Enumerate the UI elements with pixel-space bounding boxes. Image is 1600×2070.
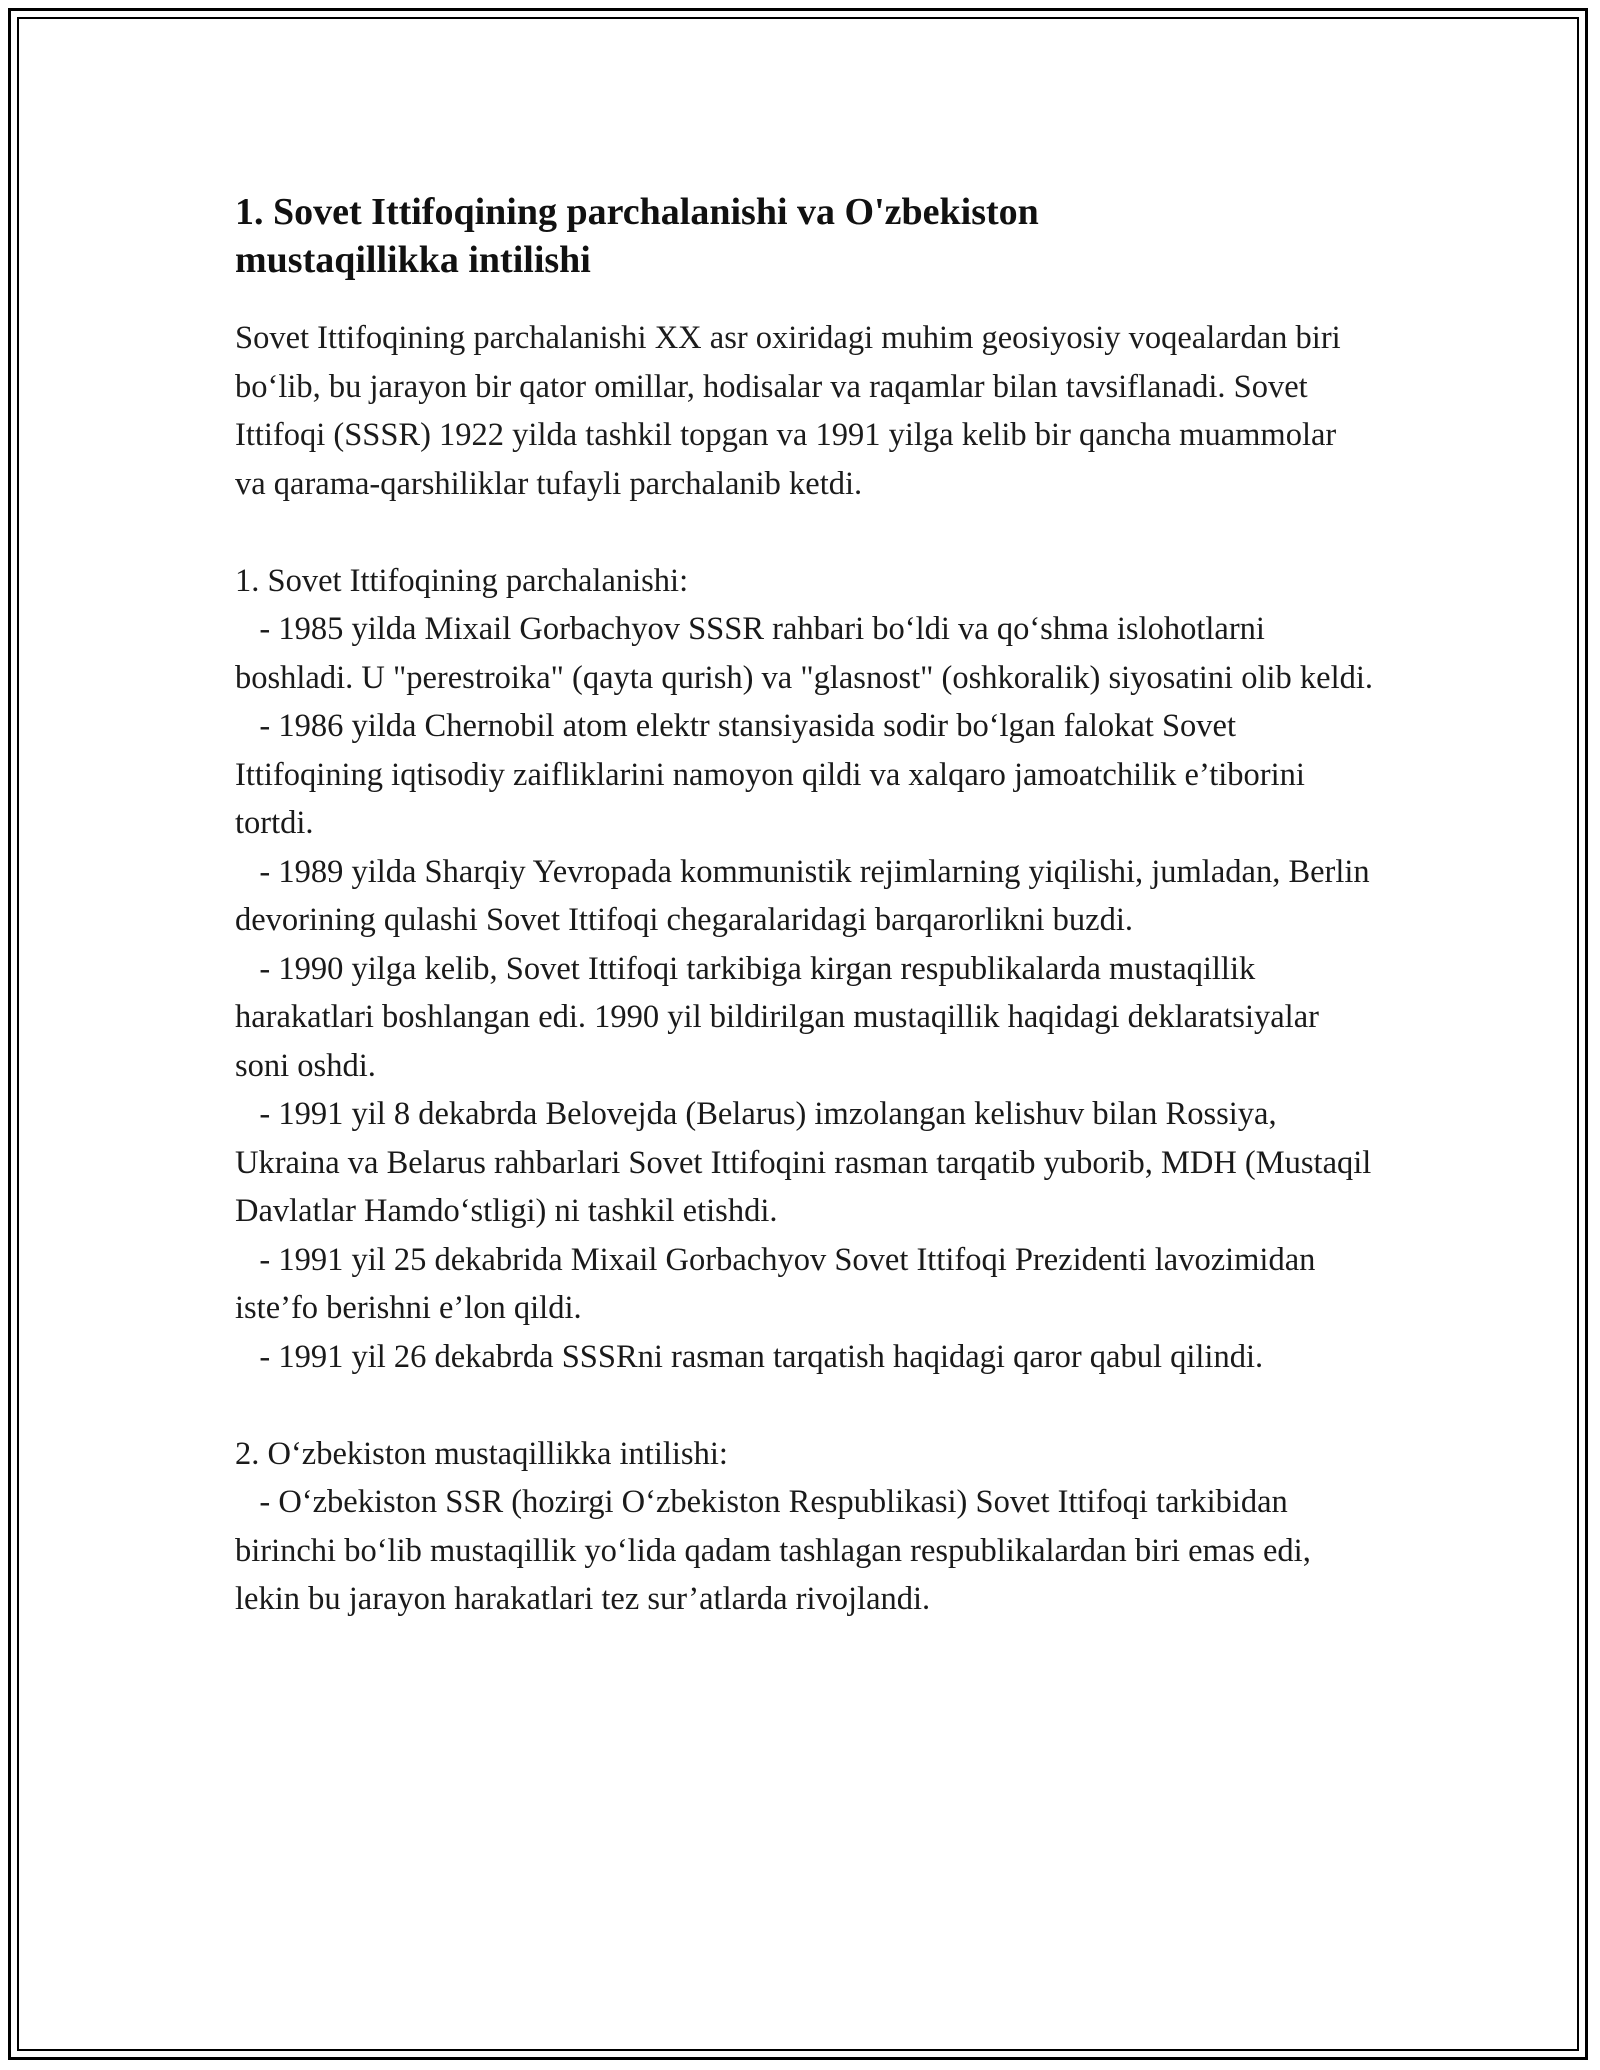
section-1-item: - 1991 yil 25 dekabrida Mixail Gorbachyov Sovet Ittifoqi Prezidenti lavozimidan iste’fo berishni e’lon qildi.: [235, 1241, 1324, 1326]
section-1-item: - 1989 yilda Sharqiy Yevropada kommunistik rejimlarning yiqilishi, jumladan, Berlin devorining qulashi Sovet Ittifoqi chegaralaridagi barqarorlikni buzdi.: [235, 853, 1378, 938]
paragraph-gap: [235, 508, 1375, 557]
document-body: [235, 188, 1380, 1624]
section-1-item: - 1990 yilga kelib, Sovet Ittifoqi tarkibiga kirgan respublikalarda mustaqillik harakatlari boshlangan edi. 1990 yil bildirilgan mustaqillik haqidagi deklaratsiyalar soni oshdi.: [235, 950, 1328, 1084]
document-title: [235, 188, 1375, 284]
section-1-heading: 1. Sovet Ittifoqining parchalanishi:: [235, 562, 689, 599]
intro-paragraph: Sovet Ittifoqining parchalanishi XX asr oxiridagi muhim geosiyosiy voqealardan biri boʻlib, bu jarayon bir qator omillar, hodisalar va raqamlar bilan tavsiflanadi. Sovet Ittifoqi (SSSR) 1922 yilda tashkil topgan va 1991 yilga kelib bir qancha muammolar va qarama-qarshiliklar tufayli parchalanib ketdi.: [235, 320, 1341, 502]
section-1-item: - 1985 yilda Mixail Gorbachyov SSSR rahbari boʻldi va qoʻshma islohotlarni boshladi. U "perestroika" (qayta qurish) va "glasnost" (oshkoralik) siyosatini olib keldi.: [235, 611, 1374, 696]
title-line-2: mustaqillikka intilishi: [235, 239, 591, 281]
title-line-1: 1. Sovet Ittifoqining parchalanishi va O'zbekiston: [235, 191, 1039, 233]
section-1-item: - 1986 yilda Chernobil atom elektr stansiyasida sodir boʻlgan falokat Sovet Ittifoqining iqtisodiy zaifliklarini namoyon qildi va xalqaro jamoatchilik e’tiborini tortdi.: [235, 708, 1314, 841]
section-1-item: - 1991 yil 8 dekabrda Belovejda (Belarus) imzolangan kelishuv bilan Rossiya, Ukraina va Belarus rahbarlari Sovet Ittifoqini rasman tarqatib yuborib, MDH (Mustaqil Davlatlar Hamdoʻstligi) ni tashkil etishdi.: [235, 1096, 1380, 1229]
paragraph-gap: [235, 1381, 1375, 1430]
section-1-item: - 1991 yil 26 dekabrda SSSRni rasman tarqatish haqidagi qaror qabul qilindi.: [235, 1338, 1264, 1375]
section-2-heading: 2. Oʻzbekiston mustaqillikka intilishi:: [235, 1435, 728, 1472]
section-2-item: - Oʻzbekiston SSR (hozirgi Oʻzbekiston Respublikasi) Sovet Ittifoqi tarkibidan birinchi boʻlib mustaqillik yoʻlida qadam tashlagan respublikalardan biri emas edi, lekin bu jarayon harakatlari tez sur’atlarda rivojlandi.: [235, 1484, 1319, 1617]
